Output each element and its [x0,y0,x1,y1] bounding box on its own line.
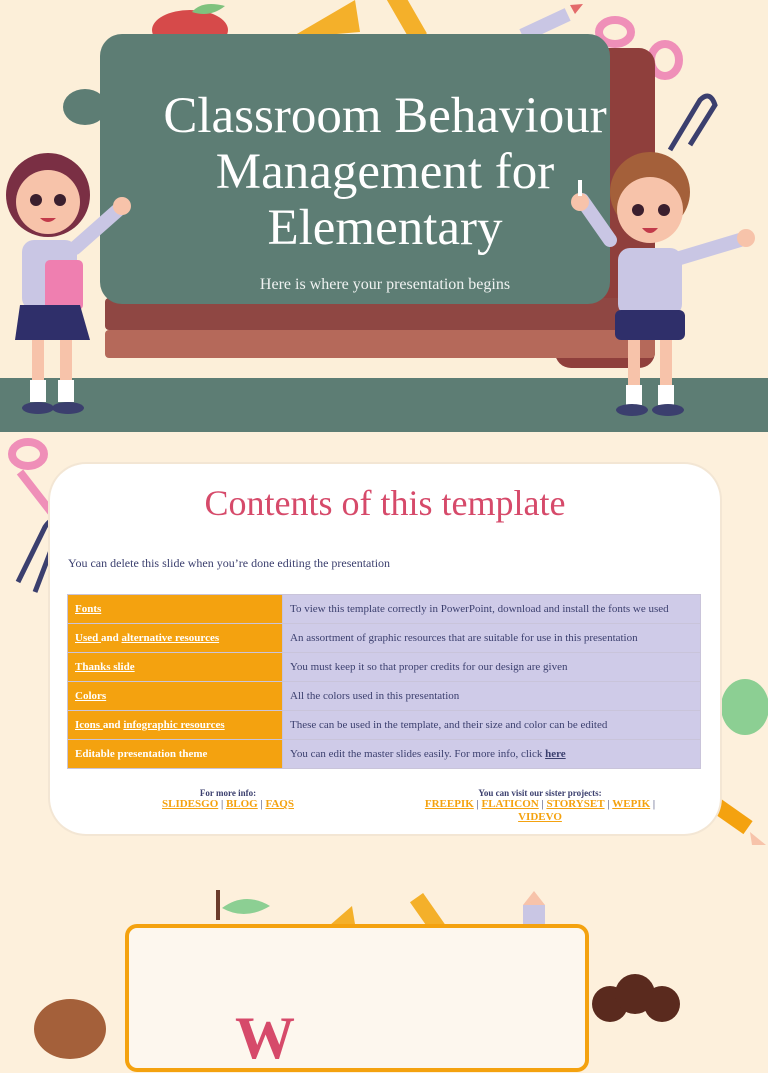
link-separator: | [218,798,226,810]
contents-title: Contents of this template [204,483,566,523]
freepik-link[interactable]: FREEPIK [424,798,474,810]
table-row [68,595,701,624]
table-row [68,682,701,711]
here-link[interactable]: here [545,748,566,760]
faqs-link[interactable]: FAQS [265,798,294,810]
colors-link[interactable]: Colors [75,690,107,702]
table-row [68,653,701,682]
more-info-links [68,798,388,811]
row-description: You can edit the master slides easily. For more info, click [290,748,546,760]
contents-slide [0,432,768,864]
book-heading-text: W [235,1005,295,1071]
icons-link[interactable]: Icons [75,719,103,731]
row-key-text: and [102,719,124,731]
contents-card [50,464,720,834]
sister-projects-links [420,798,660,824]
more-info-label: For more info: [199,788,257,798]
presentation-subtitle: Here is where your presentation begins [259,276,511,293]
girl-character-illustration [0,140,135,420]
storyset-link[interactable]: STORYSET [546,798,605,810]
wepik-link[interactable]: WEPIK [612,798,651,810]
contents-description: You can delete this slide when you’re done editing the presentation [68,556,391,570]
used-resources-link[interactable]: Used [75,632,101,644]
videvo-link[interactable]: VIDEVO [518,811,562,823]
contents-table [67,594,701,769]
thanks-slide-link[interactable]: Thanks slide [75,661,135,673]
child-hair-illustration [20,989,120,1029]
table-row [68,624,701,653]
infographic-resources-link[interactable]: infographic resources [123,719,225,731]
presentation-title: Classroom Behaviour Management for Elementary [163,88,607,256]
alternative-resources-link[interactable]: alternative resources [121,632,220,644]
fonts-link[interactable]: Fonts [75,603,102,615]
row-key-text: Editable presentation theme [68,740,283,769]
boy-character-illustration [570,140,765,425]
footer-more-info [68,788,388,811]
row-description: An assortment of graphic resources that are suitable for use in this presentation [283,624,701,653]
table-row [68,711,701,740]
title-slide [0,0,768,432]
row-description: To view this template correctly in PowerPoint, download and install the fonts we used [283,595,701,624]
table-row [68,740,701,769]
row-description: All the colors used in this presentation [283,682,701,711]
row-description: These can be used in the template, and their size and color can be edited [283,711,701,740]
footer-sister-projects [420,788,660,824]
book-right-page [355,924,589,1072]
link-separator: | [473,798,482,810]
link-separator: | [650,798,656,810]
slidesgo-link[interactable]: SLIDESGO [162,798,219,810]
link-separator: | [604,798,613,810]
flaticon-link[interactable]: FLATICON [481,798,539,810]
child-hair-illustration [580,964,690,1024]
row-description: You must keep it so that proper credits for our design are given [283,653,701,682]
blog-link[interactable]: BLOG [225,798,258,810]
sister-projects-label: You can visit our sister projects: [478,788,602,798]
link-separator: | [257,798,266,810]
link-separator: | [538,798,547,810]
book-slide [0,864,768,1071]
row-key-text: and [100,632,122,644]
